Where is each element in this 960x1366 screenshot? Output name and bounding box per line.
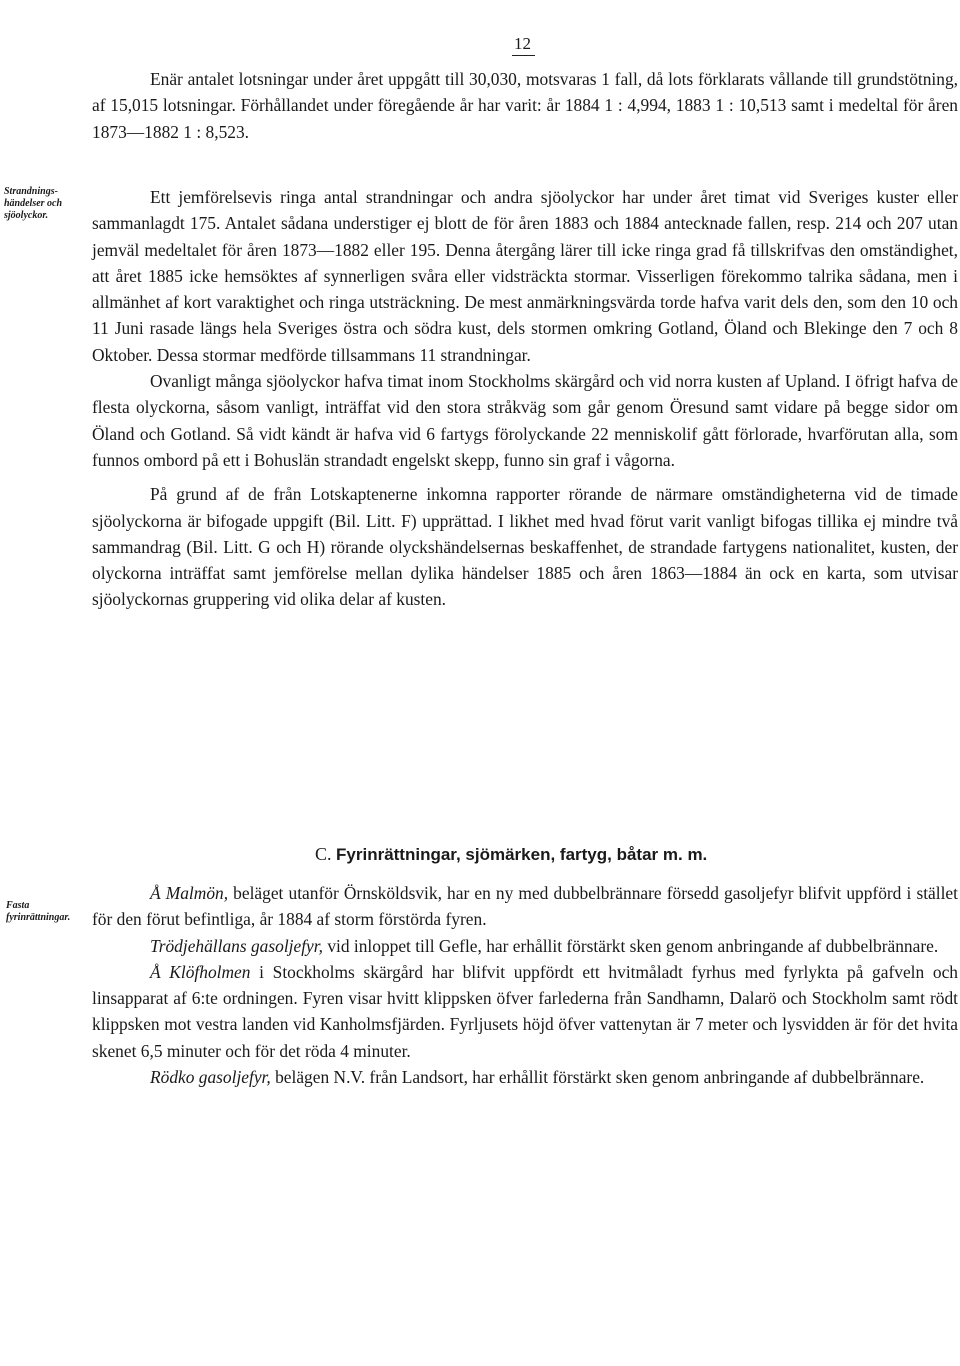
paragraph-klofholmen: [92, 959, 958, 1064]
paragraph-pa-grund: På grund af de från Lotskaptenerne inkomna rapporter rörande de närmare omständigheterna vid de timade sjöolyckorna är bifogade uppgift (Bil. Litt. F) upprättad. I likhet med hvad förut varit vanligt bifogas tillika ej mindre två sammandrag (Bil. Litt. G och H) rörande olyckshändelsernas beskaffenhet, de strandade fartygens nationalitet, kusten, der olyckorna inträffat samt jemförelse mellan dylika händelser 1885 och åren 1863—1884 än ock en karta, som utvisar sjöolyckornas gruppering vid olika delar af kusten.: [92, 484, 958, 610]
section-letter: C.: [315, 844, 332, 864]
paragraph-malmon: [92, 880, 958, 933]
place-rodko: Rödko gasoljefyr,: [150, 1067, 271, 1088]
paragraph-trodjehallan: [92, 933, 958, 959]
place-trodjehallan: Trödjehällans gasoljefyr,: [150, 935, 323, 956]
section-heading: [315, 844, 707, 865]
paragraph-ovanligt: Ovanligt många sjöolyckor hafva timat inom Stockholms skärgård och vid norra kusten af Upland. I öfrigt hafva de flesta olyckorna, såsom vanligt, inträffat vid den stora stråkväg som går genom Öresund samt vidare på begge sidor om Öland och Gotland. Så vidt kändt är hafva vid 6 fartygs förolyckande 22 menniskolif gått förlorade, hvarförutan alla, som funnos ombord på ett i Bohuslän strandadt engelskt skepp, funno sin graf i vågorna.: [92, 371, 958, 470]
text-trodjehallan: vid inloppet till Gefle, har erhållit förstärkt sken genom anbringande af dubbelbrännare.: [322, 935, 939, 956]
paragraph-strandningar: Ett jemförelsevis ringa antal strandningar och andra sjöolyckor har under året timat vid Sveriges kuster eller sammanlagdt 175. Antalet sådana understiger ej blott de för åren 1883 och 1884 antecknade fallen, resp. 214 och 207 utan jemväl medeltalet för åren 1873—1882 eller 195. Denna återgång lärer till icke ringa grad få tillskrifvas den omständighet, att året 1885 icke hemsöktes af synnerligen svåra eller vidsträckta stormar. Visserligen förekommo talrika sådana, men i allmänhet af kort varaktighet och ringa utsträckning. De mest anmärkningsvärda torde hafva varit dels den, som den 10 och 11 Juni rasade längs hela Sveriges östra och södra kust, dels stormen omkring Gotland, Öland och Blekinge den 7 och 8 Oktober. Dessa stormar medförde tillsammans 11 strandningar.: [92, 187, 958, 365]
margin-note-fyrinrattningar: Fasta fyrinrättningar.: [6, 900, 71, 923]
section-sjoolyckor: [92, 184, 958, 613]
margin-note-strandningar: Strandnings- händelser och sjöolyckor.: [4, 186, 63, 221]
intro-section: [92, 66, 958, 145]
section-title: Fyrinrättningar, sjömärken, fartyg, båtar m. m.: [336, 845, 708, 864]
text-klofholmen: i Stockholms skärgård har blifvit uppfördt ett hvitmåladt fyrhus med fyrlykta på gafveln och linsapparat af 6:te ordningen. Fyren visar hvitt klippsken öfver farlederna från Sandhamn, Dalarö och Stockholm samt rödt klippsken mot vestra landen vid Kanholmsfjärden. Fyrljusets höjd öfver vattenytan är 7 meter och lysvidden är för det hvita skenet 6,5 minuter och för det röda 4 minuter.: [92, 961, 958, 1061]
text-rodko: belägen N.V. från Landsort, har erhållit förstärkt sken genom anbringande af dubbelbrännare.: [270, 1067, 925, 1088]
intro-paragraph: Enär antalet lotsningar under året uppgått till 30,030, motsvaras 1 fall, då lots förklarats vållande till grundstötning, af 15,015 lotsningar. Förhållandet under föregående år har varit: år 1884 1 : 4,994, 1883 1 : 10,513 samt i medeltal för åren 1873—1882 1 : 8,523.: [92, 69, 958, 142]
page-number: 12: [512, 34, 535, 56]
place-klofholmen: Å Klöfholmen: [150, 961, 251, 982]
paragraph-rodko: [92, 1064, 958, 1090]
place-malmon: Å Malmön,: [150, 883, 229, 903]
section-fyrar: [92, 880, 958, 1090]
text-malmon: beläget utanför Örnsköldsvik, har en ny med dubbelbrännare försedd gasoljefyr blifvit uppförd i stället för den förut befintliga, år 1884 af storm förstörda fyren.: [92, 883, 958, 930]
